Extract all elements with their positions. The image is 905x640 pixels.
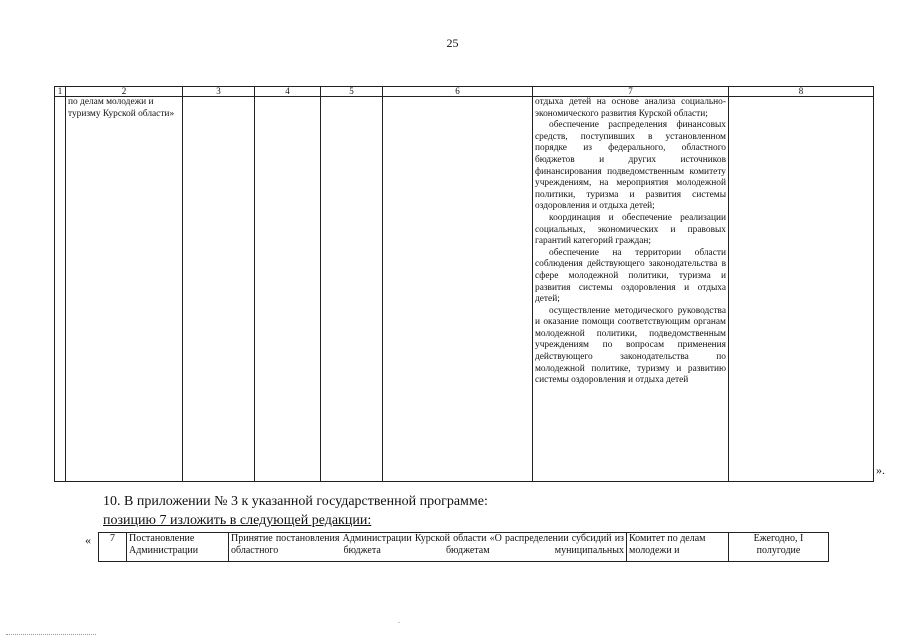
header-cell: 3 — [183, 87, 255, 97]
deadline-cell: Ежегодно, I полугодие — [729, 533, 829, 562]
main-table — [54, 86, 874, 482]
page-number: 25 — [446, 36, 459, 50]
header-cell: 4 — [255, 87, 321, 97]
closing-quote-mark: ». — [876, 463, 885, 477]
table-cell — [255, 97, 321, 482]
table-row — [99, 533, 829, 562]
position-number: 7 — [99, 533, 127, 562]
table-cell — [55, 97, 66, 482]
responsible-cell: Комитет по делам молодежи и — [627, 533, 729, 562]
footer-rule — [6, 634, 96, 636]
header-cell: 8 — [729, 87, 874, 97]
table-cell — [383, 97, 533, 482]
table-cell — [729, 97, 874, 482]
function-paragraph: координация и обеспечение реализации социальных, экономических и правовых гарантий категорий граждан; — [535, 212, 726, 247]
functions-cell — [533, 97, 729, 482]
measure-description-cell: Принятие постановления Администрации Курской области «О распределении субсидий из областного бюджета бюджетам муниципальных — [229, 533, 627, 562]
scan-dot: . — [398, 616, 400, 625]
table-cell — [321, 97, 383, 482]
responsible-body-text: по делам молодежи и туризму Курской области» — [68, 97, 175, 119]
function-paragraph: отдыха детей на основе анализа социально-экономического развития Курской области; — [535, 97, 726, 119]
position-7-table — [98, 532, 829, 562]
table-cell — [183, 97, 255, 482]
table-cell — [66, 97, 183, 482]
header-cell: 5 — [321, 87, 383, 97]
function-paragraph: осуществление методического руководства и оказание помощи соответствующим органам молодежной политики, подведомственным учреждениям по вопросам применения действующего законодательства по молодежной политике, туризму и развитию системы оздоровления и отдыха детей — [535, 305, 726, 386]
header-cell: 1 — [55, 87, 66, 97]
table-header-row — [55, 87, 874, 97]
table-row — [55, 97, 874, 482]
opening-quote-mark: « — [85, 533, 91, 547]
amendment-heading: 10. В приложении № 3 к указанной государственной программе: — [103, 494, 488, 509]
function-paragraph: обеспечение на территории области соблюдения действующего законодательства в сфере молодежной политики, туризма и развития системы оздоровления и отдыха детей; — [535, 247, 726, 305]
function-paragraph: обеспечение распределения финансовых средств, поступивших в установленном порядке из федерального, областного бюджетов и других источников финансирования подведомственным комитету учреждениям, на мероприятия молодежной политики, туризма и развития системы оздоровления и отдыха детей; — [535, 120, 726, 212]
header-cell: 6 — [383, 87, 533, 97]
amendment-subheading: позицию 7 изложить в следующей редакции: — [103, 513, 372, 528]
header-cell: 7 — [533, 87, 729, 97]
document-type-cell: Постановление Администрации — [127, 533, 229, 562]
header-cell: 2 — [66, 87, 183, 97]
